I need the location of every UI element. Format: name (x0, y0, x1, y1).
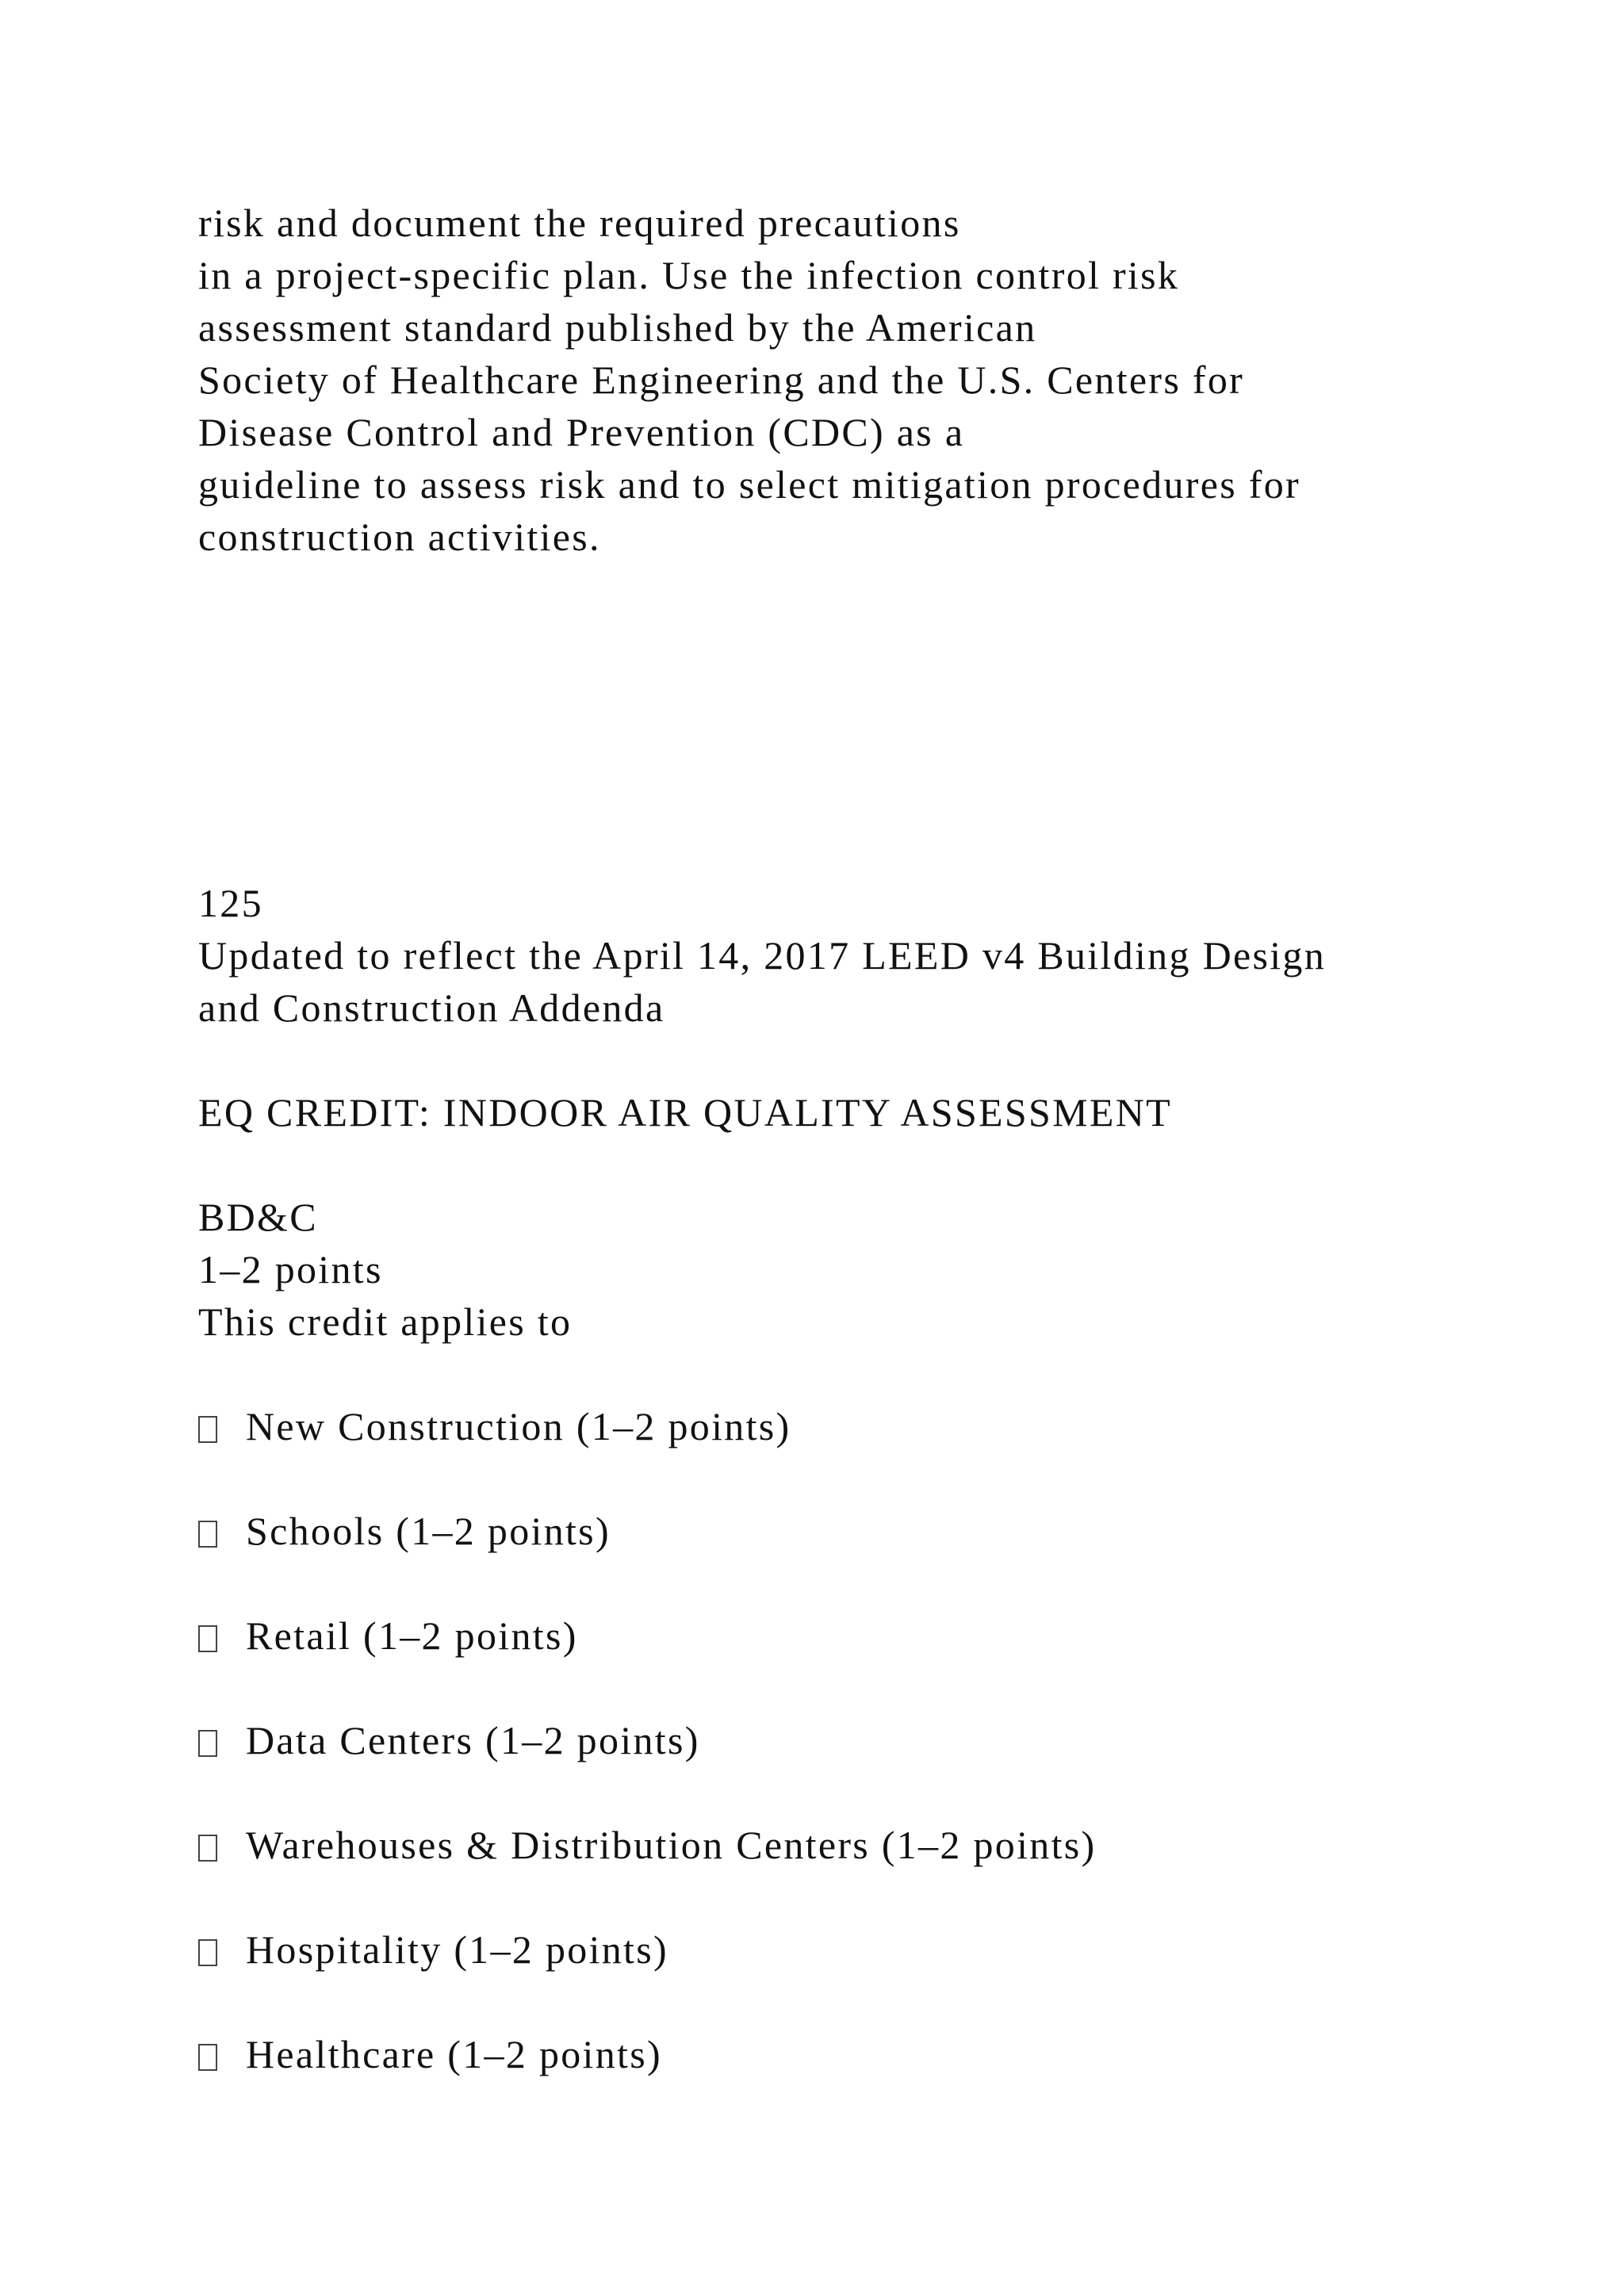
empty-box-icon (198, 1730, 217, 1757)
list-item-label: Warehouses & Distribution Centers (1–2 points) (246, 1823, 1097, 1867)
list-item-label: Data Centers (1–2 points) (246, 1718, 700, 1762)
list-item-warehouses (198, 1819, 1096, 1871)
empty-box-icon (198, 1416, 217, 1443)
rating-system: BD&C (198, 1195, 318, 1239)
list-item-label: Schools (1–2 points) (246, 1509, 611, 1553)
intro-line-5: Disease Control and Prevention (CDC) as a (198, 410, 965, 454)
list-item-healthcare (198, 2028, 662, 2080)
intro-line-7: construction activities. (198, 515, 601, 559)
list-item-label: Hospitality (1–2 points) (246, 1927, 668, 1972)
intro-line-2: in a project-specific plan. Use the infection control risk (198, 253, 1180, 297)
list-item-schools (198, 1505, 611, 1557)
applies-to-label: This credit applies to (198, 1299, 573, 1344)
intro-line-6: guideline to assess risk and to select mitigation procedures for (198, 462, 1300, 507)
page-number: 125 (198, 881, 263, 925)
empty-box-icon (198, 1939, 217, 1966)
list-item-retail (198, 1609, 578, 1662)
intro-line-3: assessment standard published by the American (198, 305, 1037, 350)
empty-box-icon (198, 2044, 217, 2071)
empty-box-icon (198, 1835, 217, 1862)
update-note-line-1: Updated to reflect the April 14, 2017 LEED v4 Building Design (198, 933, 1327, 978)
intro-line-1: risk and document the required precautions (198, 201, 961, 245)
list-item-label: Retail (1–2 points) (246, 1613, 578, 1658)
list-item-hospitality (198, 1923, 668, 1976)
credit-title: EQ CREDIT: INDOOR AIR QUALITY ASSESSMENT (198, 1090, 1172, 1135)
points-range: 1–2 points (198, 1247, 383, 1292)
list-item-new-construction (198, 1400, 791, 1452)
empty-box-icon (198, 1625, 217, 1652)
list-item-data-centers (198, 1714, 700, 1766)
update-note-line-2: and Construction Addenda (198, 985, 665, 1030)
empty-box-icon (198, 1521, 217, 1548)
intro-line-4: Society of Healthcare Engineering and the U.S. Centers for (198, 358, 1245, 402)
list-item-label: Healthcare (1–2 points) (246, 2032, 662, 2076)
list-item-label: New Construction (1–2 points) (246, 1404, 791, 1448)
